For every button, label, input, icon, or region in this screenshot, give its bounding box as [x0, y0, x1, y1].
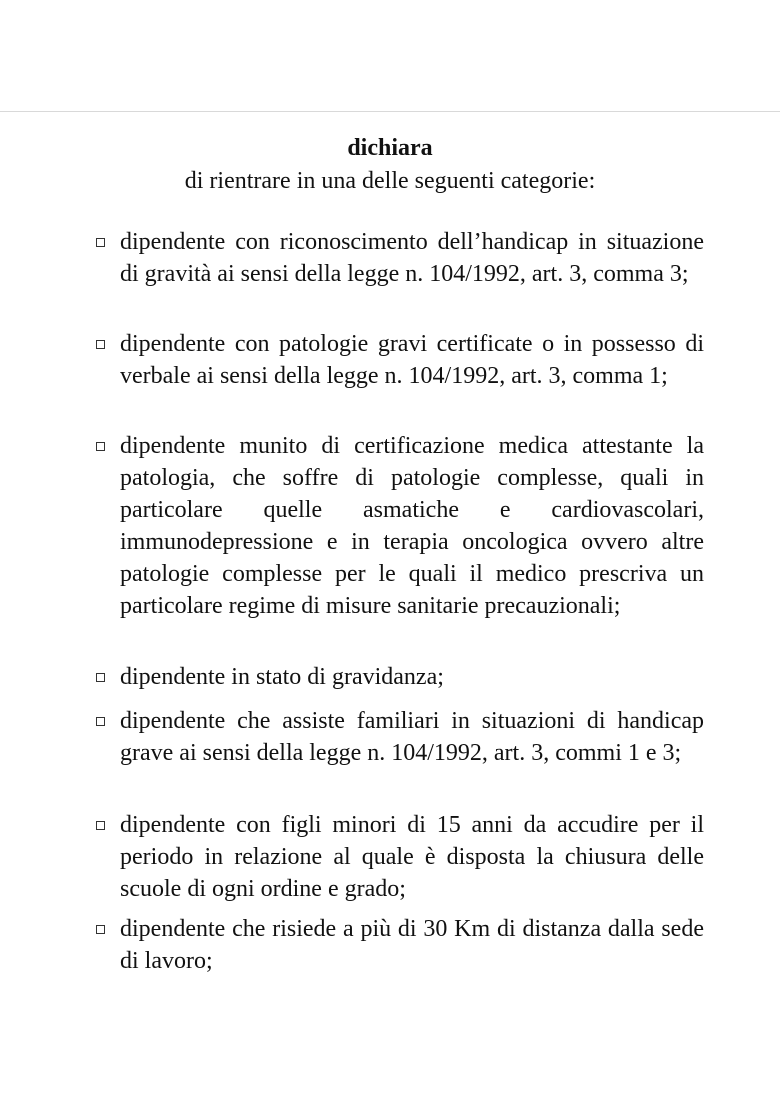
list-item-text: dipendente che assiste familiari in situazioni di handicap grave ai sensi della legge n. 104/1992, art. 3, commi 1 e 3;: [120, 708, 704, 766]
checkbox[interactable]: [96, 821, 105, 830]
list-item-text: dipendente con riconoscimento dell’handicap in situazione di gravità ai sensi della legge n. 104/1992, art. 3, comma 3;: [120, 229, 704, 287]
list-item: [96, 661, 704, 693]
checkbox[interactable]: [96, 442, 105, 451]
list-item-text: dipendente con figli minori di 15 anni da accudire per il periodo in relazione al quale è disposta la chiusura delle scuole di ogni ordine e grado;: [120, 812, 704, 902]
list-item: [96, 913, 704, 977]
list-item-text: dipendente con patologie gravi certificate o in possesso di verbale ai sensi della legge n. 104/1992, art. 3, comma 1;: [120, 331, 704, 389]
checkbox[interactable]: [96, 340, 105, 349]
list-item-text: dipendente che risiede a più di 30 Km di distanza dalla sede di lavoro;: [120, 916, 704, 974]
checkbox[interactable]: [96, 925, 105, 934]
list-item: [96, 328, 704, 392]
list-item-text: dipendente in stato di gravidanza;: [120, 664, 444, 690]
list-item: [96, 226, 704, 290]
list-item: [96, 705, 704, 769]
list-item: [96, 430, 704, 622]
page-subtitle: di rientrare in una delle seguenti categorie:: [184, 168, 596, 194]
list-item: [96, 809, 704, 905]
page-title: dichiara: [347, 135, 433, 161]
checkbox[interactable]: [96, 238, 105, 247]
checkbox[interactable]: [96, 673, 105, 682]
checkbox[interactable]: [96, 717, 105, 726]
page-divider: [0, 111, 780, 112]
list-item-text: dipendente munito di certificazione medica attestante la patologia, che soffre di patologie complesse, quali in particolare quelle asmatiche e cardiovascolari, immunodepressione e in terapia oncologica ovvero altre patologie complesse per le quali il medico prescriva un particolare regime di misure sanitarie precauzionali;: [120, 433, 704, 619]
